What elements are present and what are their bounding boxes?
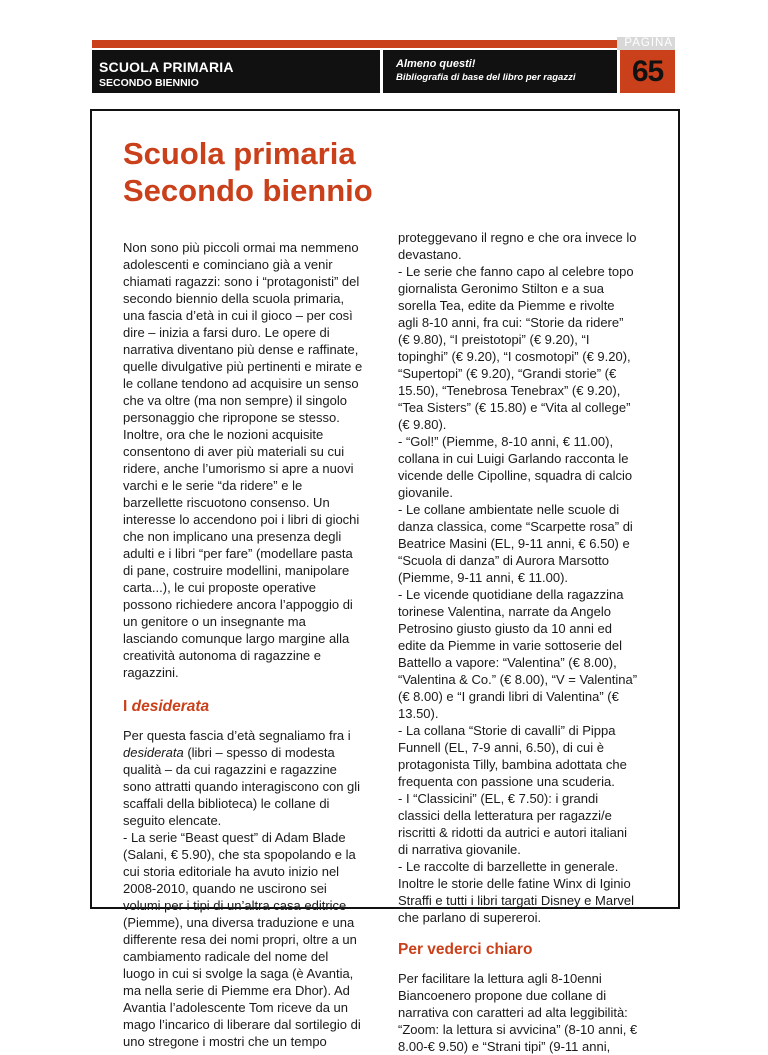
heading-emphasis: desiderata bbox=[131, 698, 210, 715]
list-item-valentina: - Le vicende quotidiane della ragazzina torinese Valentina, narrate da Angelo Petrosino giusto giusto da 10 anni ed edite da Piemme in varie sottoserie del Battello a vapore: “Valentina” (€ 8.00), “Valentina & Co.” (€ 8.00), “V = Valentina” (€ 8.00) e “I grandi libri di Valentina” (€ 13.50). bbox=[398, 587, 638, 721]
school-cycle: SECONDO BIENNIO bbox=[99, 77, 199, 89]
header-series-block bbox=[383, 50, 617, 93]
page-number: 65 bbox=[620, 50, 675, 93]
series-subtitle: Bibliografia di base del libro per ragazzi bbox=[396, 72, 576, 83]
title-line-1: Scuola primaria bbox=[123, 136, 356, 171]
title-line-2: Secondo biennio bbox=[123, 173, 373, 208]
section-heading-vederci-chiaro: Per vederci chiaro bbox=[398, 941, 533, 958]
beast-quest-item: - La serie “Beast quest” di Adam Blade (Salani, € 5.90), che sta spopolando e la cui storia editoriale ha avuto inizio nel 2008-2010, quando ne uscirono sei volumi per i tipi di un’altra casa editrice (Piemme), una diversa traduzione e una differente resa dei nomi propri, oltre a un cambiamento radicale del nome del luogo in cui si svolge la saga (è Avantia, ma nella serie di Piemme era Dhor). Ad Avantia l’adolescente Tom riceve da un mago l’incarico di liberare dal sortilegio di uno stregone i mostri che un tempo bbox=[123, 830, 361, 1049]
list-continuation: proteggevano il regno e che ora invece lo devastano. bbox=[398, 230, 637, 262]
list-item-stilton: - Le serie che fanno capo al celebre topo giornalista Geronimo Stilton e a sua sorella Tea, edite da Piemme e rivolte agli 8-10 anni, fra cui: “Storie da ridere” (€ 9.80), “I preistotopi” (€ 9.20), “I topinghi” (€ 9.20), “I cosmotopi” (€ 9.20), “Supertopi” (€ 9.20), “Grandi storie” (€ 15.50), “Tenebrosa Tenebrax” (€ 9.20), “Tea Sisters” (€ 15.80) e “Vita al college” (€ 9.80). bbox=[398, 264, 634, 432]
series-title: Almeno questi! bbox=[396, 58, 476, 70]
page-title bbox=[123, 135, 373, 209]
desiderata-intro-paragraph bbox=[123, 727, 363, 829]
text-run: Per questa fascia d’età segnaliamo fra i bbox=[123, 728, 351, 743]
left-column bbox=[123, 239, 363, 1050]
intro-paragraph: Non sono più piccoli ormai ma nemmeno adolescenti e cominciano già a venir chiamati ragazzi: sono i “protagonisti” del secondo biennio della scuola primaria, una fascia d’età in cui il gioco – per così dire – inizia a farsi duro. Le opere di narrativa diventano più dense e raffinate, quelle divulgative più pertinenti e mirate e le collane tendono ad acquisire un senso che va oltre (ma non sempre) il singolo personaggio che ripropone se stesso. Inoltre, ora che le nozioni acquisite consentono di aver più materiali su cui ridere, anche l’umorismo si apre a nuovi varchi e le serie “da ridere” e le barzellette riscuotono consenso. Un interesse lo accendono poi i libri di giochi che non implicano una presenza degli adulti e i libri “per fare” (modellare pasta di pane, costruire modellini, manipolare carta...), le cui proposte operative possono richiedere ancora l’appoggio di un genitore o un insegnante ma lasciando comunque largo margine alla creatività autonoma di ragazzine e ragazzini. bbox=[123, 240, 363, 680]
right-column bbox=[398, 229, 638, 1055]
list-item-classicini: - I “Classicini” (EL, € 7.50): i grandi classici della letteratura per ragazzi/e riscritti & ridotti da autrici e autori italiani di narrativa giovanile. bbox=[398, 791, 628, 857]
vederci-chiaro-paragraph: Per facilitare la lettura agli 8-10enni Biancoenero propone due collane di narrativa con caratteri ad alta leggibilità: “Zoom: la lettura si avvicina” (8-10 anni, € 8.00-€ 9.50) e “Strani tipi” (9-11 anni, bbox=[398, 971, 638, 1054]
list-item-gol: - “Gol!” (Piemme, 8-10 anni, € 11.00), collana in cui Luigi Garlando racconta le vicende delle Cipolline, squadra di calcio giovanile. bbox=[398, 434, 633, 500]
section-heading-desiderata bbox=[123, 698, 363, 715]
heading-prefix: I bbox=[123, 698, 132, 715]
header-accent-bar bbox=[92, 40, 617, 48]
text-run: (libri – spesso di modesta qualità – da cui ragazzini e ragazzine sono attratti quando interagiscono con gli scaffali della biblioteca) le collane di seguito elencate. bbox=[123, 745, 361, 828]
header-section-block bbox=[92, 50, 380, 93]
school-level: SCUOLA PRIMARIA bbox=[99, 59, 234, 75]
list-item-danza: - Le collane ambientate nelle scuole di danza classica, come “Scarpette rosa” di Beatrice Masini (EL, 9-11 anni, € 6.50) e “Scuola di danza” di Aurora Marsotto (Piemme, 9-11 anni, € 11.00). bbox=[398, 502, 633, 585]
pagina-label: PAGINA bbox=[617, 37, 675, 50]
text-emphasis: desiderata bbox=[123, 745, 184, 760]
list-item-barzellette: - Le raccolte di barzellette in generale. Inoltre le storie delle fatine Winx di Iginio Straffi e tutti i libri targati Disney e Marvel che parlano di supereroi. bbox=[398, 859, 635, 925]
list-item-cavalli: - La collana “Storie di cavalli” di Pippa Funnell (EL, 7-9 anni, 6.50), di cui è protagonista Tilly, bambina adottata che frequenta con passione una scuderia. bbox=[398, 723, 627, 789]
